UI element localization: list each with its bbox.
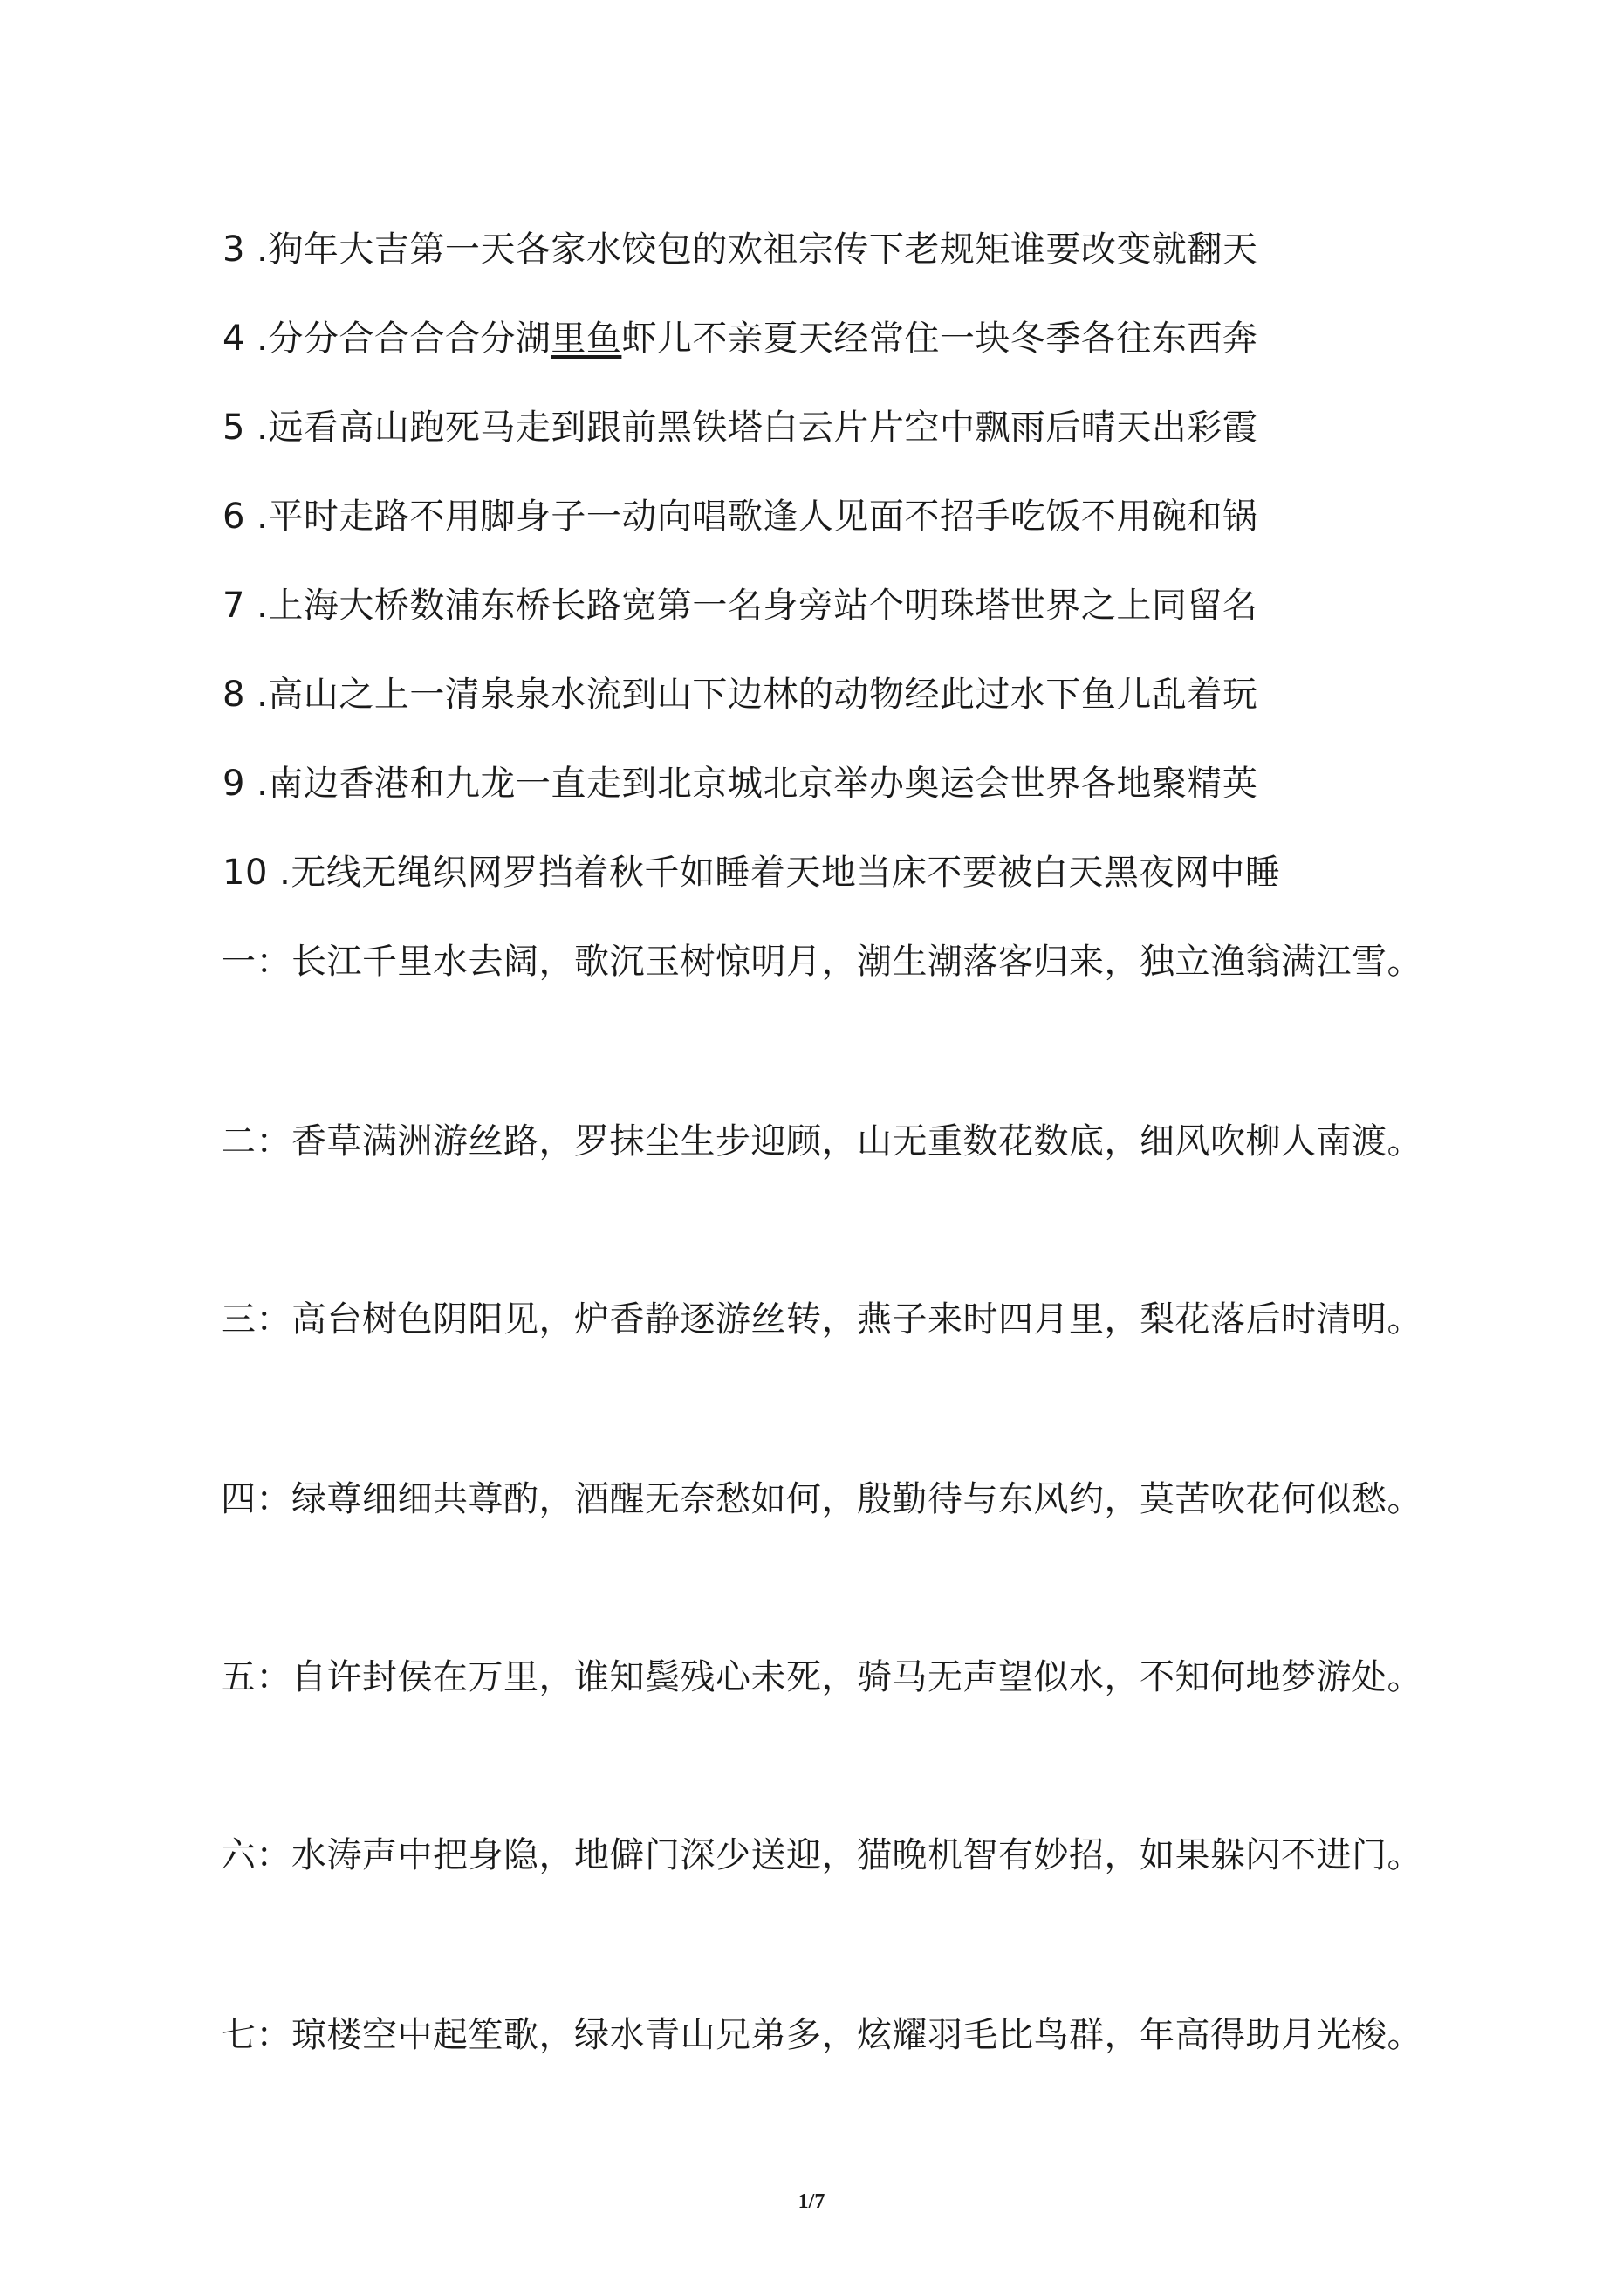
riddle-line-8 xyxy=(223,670,1257,719)
riddle-number: 3 xyxy=(223,230,245,270)
verse-label: 七： xyxy=(221,2015,291,2055)
verse-paragraph-5 xyxy=(134,1634,1495,1721)
page-number: 1/7 xyxy=(798,2190,825,2213)
underlined-text: 里鱼 xyxy=(551,319,622,359)
riddle-line-7 xyxy=(223,581,1257,630)
verse-text: 长江千里水去阔，歌沉玉树惊明月，潮生潮落客归来，独立渔翁满江雪。 xyxy=(291,942,1422,982)
verse-label: 六： xyxy=(221,1835,291,1875)
riddle-line-4 xyxy=(223,314,1257,363)
riddle-number: 6 xyxy=(223,497,245,537)
riddle-text-tail: 虾儿不亲夏天经常住一块冬季各往东西奔 xyxy=(621,319,1258,359)
verse-label: 四： xyxy=(221,1479,291,1519)
riddle-number: 8 xyxy=(223,675,245,715)
riddle-text: .分分合合合合分湖 xyxy=(244,319,551,359)
riddle-number: 7 xyxy=(223,586,245,626)
riddle-line-10 xyxy=(223,848,1280,897)
verse-text: 水涛声中把身隐，地僻门深少送迎，猫晚机智有妙招，如果躲闪不进门。 xyxy=(291,1835,1422,1875)
riddle-line-6 xyxy=(223,492,1257,541)
riddle-text: .无线无绳织网罗挡着秋千如睡着天地当床不要被白天黑夜网中睡 xyxy=(267,853,1281,893)
verse-paragraph-4 xyxy=(134,1456,1495,1543)
riddle-number: 9 xyxy=(223,764,245,804)
riddle-text: .远看高山跑死马走到跟前黑铁塔白云片片空中飘雨后晴天出彩霞 xyxy=(244,408,1258,448)
riddle-text: .狗年大吉第一天各家水饺包的欢祖宗传下老规矩谁要改变就翻天 xyxy=(244,230,1258,270)
verse-label: 五： xyxy=(221,1657,291,1697)
verse-paragraph-2 xyxy=(134,1098,1495,1185)
verse-label: 三： xyxy=(221,1299,291,1340)
verse-text: 绿尊细细共尊酌，酒醒无奈愁如何，殷勤待与东风约，莫苦吹花何似愁。 xyxy=(291,1479,1422,1519)
verse-paragraph-1 xyxy=(134,918,1495,1005)
verse-label: 一： xyxy=(221,942,291,982)
verse-paragraph-6 xyxy=(134,1812,1495,1899)
riddle-text: .南边香港和九龙一直走到北京城北京举办奥运会世界各地聚精英 xyxy=(244,764,1258,804)
riddle-line-9 xyxy=(223,759,1257,808)
riddle-line-3 xyxy=(223,225,1257,274)
riddle-text: .上海大桥数浦东桥长路宽第一名身旁站个明珠塔世界之上同留名 xyxy=(244,586,1258,626)
riddle-text: .高山之上一清泉泉水流到山下边林的动物经此过水下鱼儿乱着玩 xyxy=(244,675,1258,715)
verse-text: 高台树色阴阳见，炉香静逐游丝转，燕子来时四月里，梨花落后时清明。 xyxy=(291,1299,1422,1340)
verse-text: 琼楼空中起笙歌，绿水青山兄弟多，炫耀羽毛比鸟群，年高得助月光梭。 xyxy=(291,2015,1422,2055)
riddle-line-5 xyxy=(223,403,1257,452)
verse-label: 二： xyxy=(221,1121,291,1162)
verse-paragraph-7 xyxy=(134,1991,1495,2079)
verse-paragraph-3 xyxy=(134,1276,1495,1363)
riddle-text: .平时走路不用脚身子一动向唱歌逢人见面不招手吃饭不用碗和锅 xyxy=(244,497,1258,537)
riddle-number: 5 xyxy=(223,408,245,448)
riddle-number: 10 xyxy=(223,853,268,893)
riddle-number: 4 xyxy=(223,319,245,359)
verse-text: 自许封侯在万里，谁知鬓残心未死，骑马无声望似水，不知何地梦游处。 xyxy=(291,1657,1422,1697)
verse-text: 香草满洲游丝路，罗抹尘生步迎顾，山无重数花数底，细风吹柳人南渡。 xyxy=(291,1121,1422,1162)
